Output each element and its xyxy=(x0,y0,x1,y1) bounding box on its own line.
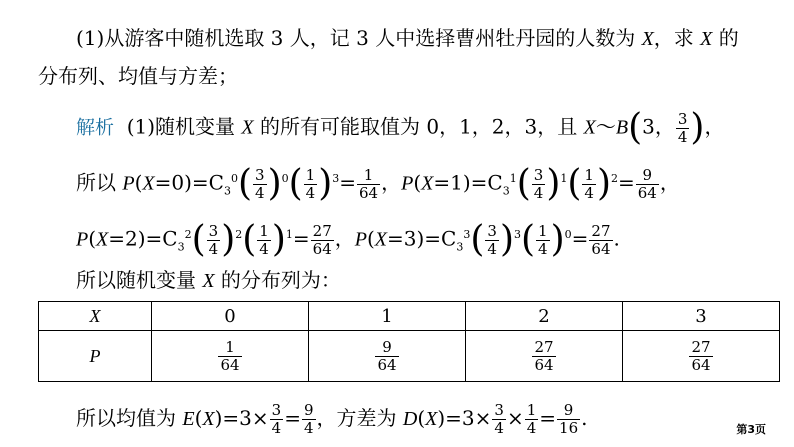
table-cell-prob: $\frac{27}{64}$ xyxy=(466,331,623,382)
solution-line-3: $P(X=2)=C_3^2$( $\frac{3}{4}$ )$^2$( $\frac{1}{4}$ )$^1$= $\frac{27}{64}$ ，$P(X=3)=C_3^3$( $\frac{3}{4}$ )$^3$( $\frac{1}{4}$ )$^0$= $\frac{27}{64}$ . xyxy=(76,219,620,260)
table-cell-value: 3 xyxy=(623,302,780,331)
solution-line-1: 解析 (1)随机变量 X 的所有可能取值为 0，1，2，3，且 X～B(3， $\frac{3}{4}$ )， xyxy=(76,107,725,148)
table-cell-value: 1 xyxy=(309,302,466,331)
solution-label: 解析 xyxy=(76,116,115,139)
page-number: 第3页 xyxy=(736,423,766,436)
table-header-x: X xyxy=(39,302,152,331)
table-row xyxy=(39,302,780,331)
table-cell-value: 0 xyxy=(152,302,309,331)
table-cell-prob: $\frac{27}{64}$ xyxy=(623,331,780,382)
table-cell-prob: $\frac{1}{64}$ xyxy=(152,331,309,382)
problem-line-1: (1)从游客中随机选取 3 人，记 3 人中选择曹州牡丹园的人数为 X，求 X 的 xyxy=(76,26,739,50)
table-header-p: P xyxy=(39,331,152,382)
solution-line-4: 所以随机变量 X 的分布列为： xyxy=(76,268,341,292)
distribution-table xyxy=(38,301,780,382)
problem-line-2: 分布列、均值与方差； xyxy=(38,64,238,88)
table-cell-prob: $\frac{9}{64}$ xyxy=(309,331,466,382)
table-row xyxy=(39,331,780,382)
solution-line-2: 所以 $P(X=0)=C_3^0$( $\frac{3}{4}$ )$^0$( $\frac{1}{4}$ )$^3$= $\frac{1}{64}$ ，$P(X=1)=C_3^1$( $\frac{3}{4}$ )$^1$( $\frac{1}{4}$ )$^2$= $\frac{9}{64}$ ， xyxy=(76,163,680,204)
solution-line-5: 所以均值为 E(X)=3× $\frac{3}{4}$ = $\frac{9}{4}$ ，方差为 D(X)=3× $\frac{3}{4}$ × $\frac{1}{4}$ = $\frac{9}{16}$ . xyxy=(76,401,588,437)
table-cell-value: 2 xyxy=(466,302,623,331)
